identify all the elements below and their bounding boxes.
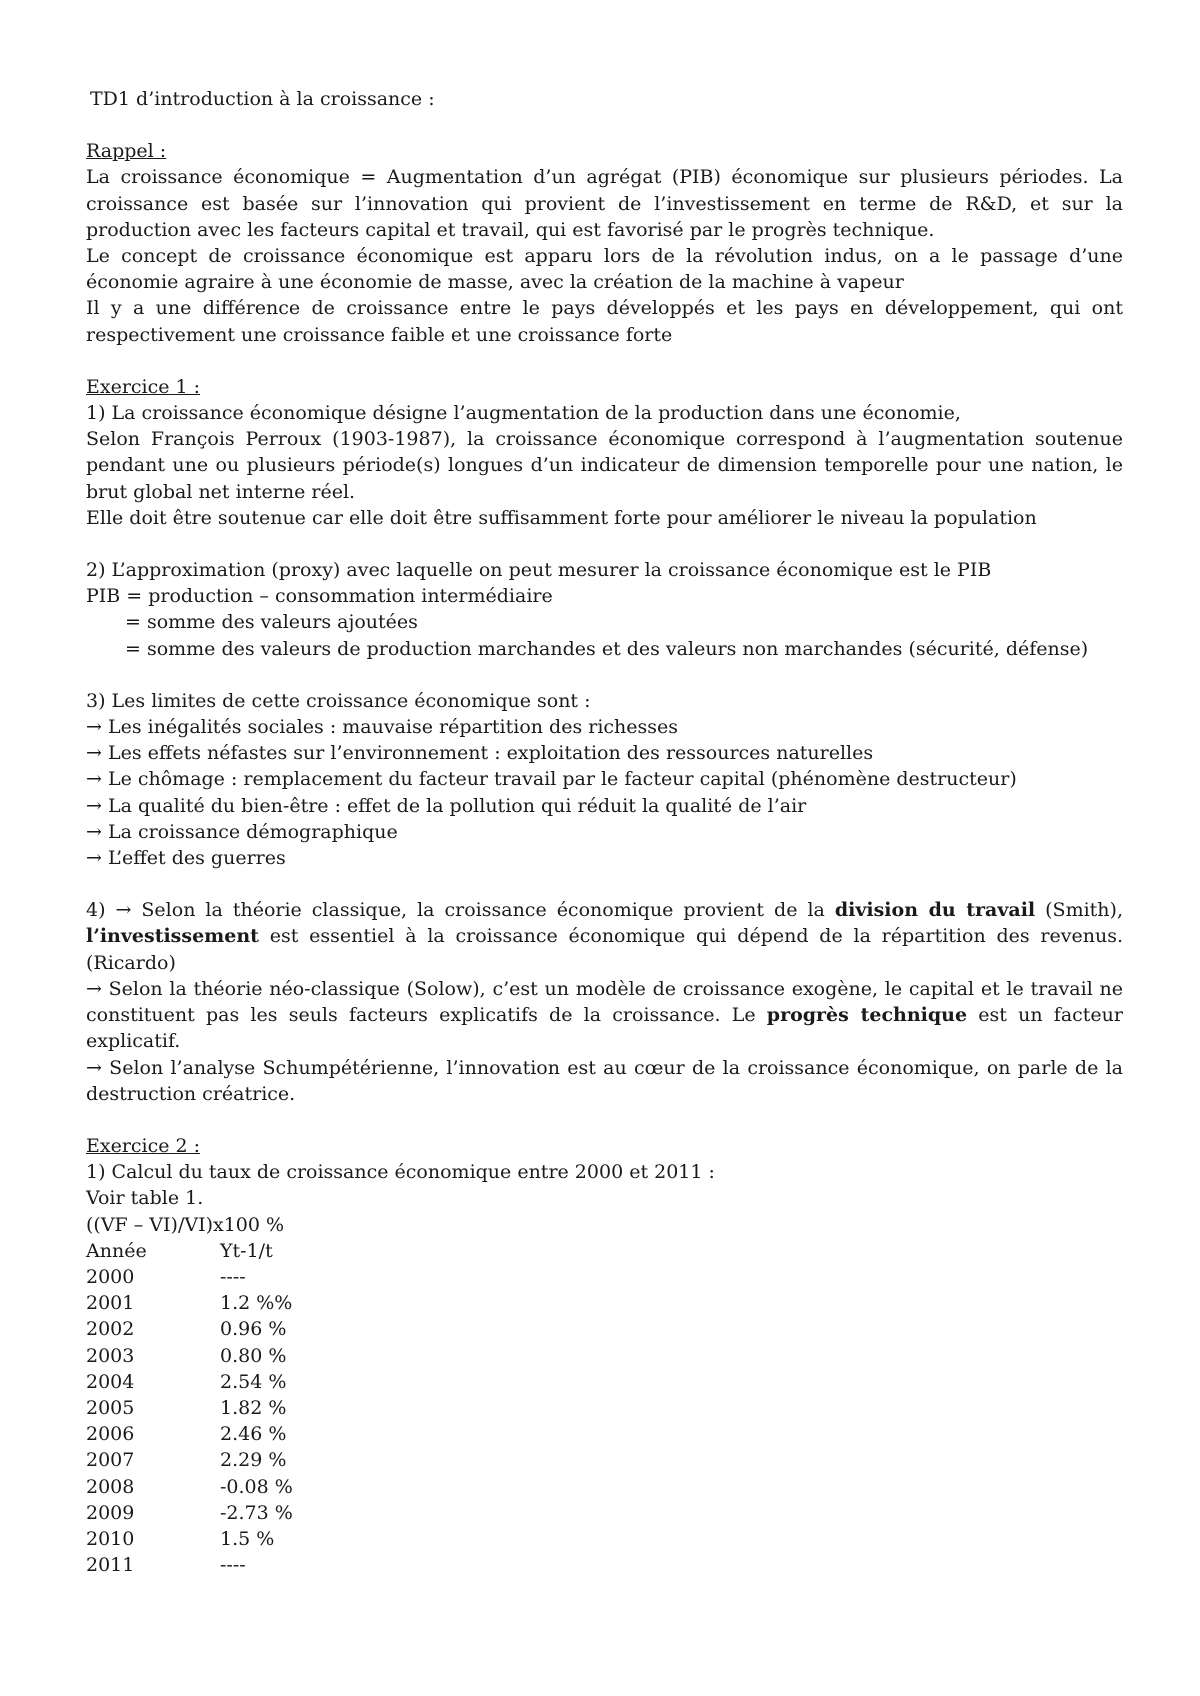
rappel-heading: Rappel : [86, 140, 167, 163]
table-cell: ---- [220, 1265, 246, 1288]
limit-item: → Le chômage : remplacement du facteur travail par le facteur capital (phénomène destructeur) [86, 768, 1017, 791]
ex2-formula: ((VF – VI)/VI)x100 % [86, 1213, 285, 1236]
table-row [86, 1500, 293, 1526]
ex2-line-1: 1) Calcul du taux de croissance économique entre 2000 et 2011 : [86, 1161, 715, 1184]
text-run: est essentiel à la croissance économique qui dépend de la répartition des revenus. (Ricardo) [86, 925, 1123, 974]
growth-rate-table [86, 1238, 293, 1579]
limit-item: → La croissance démographique [86, 820, 398, 843]
limit-item: → Les inégalités sociales : mauvaise répartition des richesses [86, 716, 679, 739]
document-page [86, 86, 1123, 1578]
table-row [86, 1395, 293, 1421]
ex1-q1-line: 1) La croissance économique désigne l’augmentation de la production dans une économie, [86, 402, 961, 425]
spacer [86, 662, 1123, 688]
bold-term: l’investissement [86, 925, 259, 948]
table-row [86, 1421, 293, 1447]
table-cell: 2008 [86, 1475, 135, 1498]
rappel-paragraph-3: Il y a une différence de croissance entre le pays développés et les pays en développement, qui ont respectivement une croissance faible et une croissance forte [86, 297, 1123, 346]
table-row [86, 1343, 293, 1369]
spacer [86, 1107, 1123, 1133]
exercise-2-heading: Exercice 2 : [86, 1134, 201, 1157]
table-cell: 0.80 % [220, 1344, 287, 1367]
table-cell: 2.54 % [220, 1370, 287, 1393]
limit-item: → La qualité du bien-être : effet de la pollution qui réduit la qualité de l’air [86, 794, 807, 817]
spacer [86, 112, 1123, 138]
ex1-q2-line: 2) L’approximation (proxy) avec laquelle on peut mesurer la croissance économique est le PIB [86, 559, 992, 582]
table-cell: 1.82 % [220, 1396, 287, 1419]
table-cell: 1.2 %% [220, 1292, 293, 1315]
table-cell: 2005 [86, 1396, 135, 1419]
ex1-q2-formula-3: = somme des valeurs de production marchandes et des valeurs non marchandes (sécurité, défense) [125, 637, 1089, 660]
rappel-paragraph-2: Le concept de croissance économique est apparu lors de la révolution indus, on a le passage d’une économie agraire à une économie de masse, avec la création de la machine à vapeur [86, 245, 1123, 294]
table-cell: 2001 [86, 1292, 135, 1315]
table-header: Année [86, 1239, 147, 1262]
ex1-q4-schumpeter: → Selon l’analyse Schumpétérienne, l’innovation est au cœur de la croissance économique, on parle de la destruction créatrice. [86, 1056, 1123, 1105]
table-cell: 2006 [86, 1423, 135, 1446]
text-run: est un facteur explicatif. [86, 1004, 1123, 1053]
table-cell: 2003 [86, 1344, 135, 1367]
table-cell: 1.5 % [220, 1527, 275, 1550]
ex1-q3-intro: 3) Les limites de cette croissance économique sont : [86, 689, 591, 712]
table-cell: ---- [220, 1554, 246, 1577]
table-cell: 0.96 % [220, 1318, 287, 1341]
text-run: 4) → Selon la théorie classique, la croissance économique provient de la [86, 899, 835, 922]
table-row [86, 1316, 293, 1342]
ex1-q2-formula: PIB = production – consommation intermédiaire [86, 585, 553, 608]
table-cell: -0.08 % [220, 1475, 293, 1498]
table-cell: 2009 [86, 1501, 135, 1524]
table-row [86, 1290, 293, 1316]
table-cell: 2011 [86, 1554, 135, 1577]
table-row [86, 1526, 293, 1552]
bold-term: division du travail [834, 899, 1036, 922]
spacer [86, 348, 1123, 374]
bold-term: progrès technique [766, 1004, 968, 1027]
table-cell: 2000 [86, 1265, 135, 1288]
table-cell: 2.46 % [220, 1423, 287, 1446]
table-row [86, 1447, 293, 1473]
table-row [86, 1474, 293, 1500]
spacer [86, 871, 1123, 897]
ex1-q4-classical [86, 897, 1123, 976]
text-run: (Smith), [1035, 899, 1123, 922]
table-cell: 2010 [86, 1527, 135, 1550]
limit-item: → L’effet des guerres [86, 847, 286, 870]
table-row [86, 1369, 293, 1395]
ex2-line-2: Voir table 1. [86, 1187, 204, 1210]
text-run: → Selon la théorie néo-classique (Solow), c’est un modèle de croissance exogène, le capital et le travail ne constituent pas les seuls facteurs explicatifs de la croissance. Le [86, 977, 1123, 1027]
table-cell: -2.73 % [220, 1501, 293, 1524]
ex1-q2-formula-2: = somme des valeurs ajoutées [125, 611, 418, 634]
table-header: Yt-1/t [220, 1239, 273, 1262]
table-cell: 2.29 % [220, 1449, 287, 1472]
ex1-q4-neoclassical [86, 976, 1123, 1055]
table-cell: 2007 [86, 1449, 135, 1472]
spacer [86, 531, 1123, 557]
ex1-q1-perroux: Selon François Perroux (1903-1987), la croissance économique correspond à l’augmentation soutenue pendant une ou plusieurs période(s) longues d’un indicateur de dimension temporelle pour une nation, le brut global net interne réel. [86, 428, 1123, 503]
rappel-paragraph-1: La croissance économique = Augmentation d’un agrégat (PIB) économique sur plusieurs périodes. La croissance est basée sur l’innovation qui provient de l’investissement en terme de R&D, et sur la production avec les facteurs capital et travail, qui est favorisé par le progrès technique. [86, 166, 1123, 241]
exercise-1-heading: Exercice 1 : [86, 375, 201, 398]
table-header-row [86, 1238, 293, 1264]
table-row [86, 1552, 293, 1578]
ex1-q1-conclusion: Elle doit être soutenue car elle doit être suffisamment forte pour améliorer le niveau la population [86, 506, 1037, 529]
table-row [86, 1264, 293, 1290]
limit-item: → Les effets néfastes sur l’environnement : exploitation des ressources naturelles [86, 742, 874, 765]
page-title: TD1 d’introduction à la croissance : [90, 88, 435, 110]
table-cell: 2002 [86, 1318, 135, 1341]
table-cell: 2004 [86, 1370, 135, 1393]
